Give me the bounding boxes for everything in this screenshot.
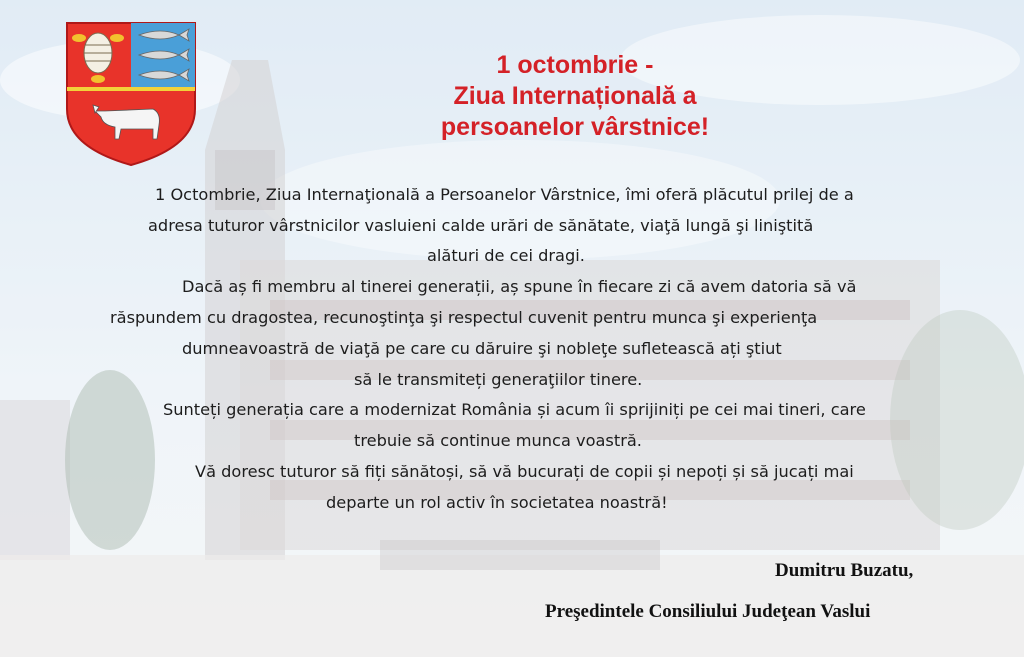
- letter-line: să le transmiteți generaţiilor tinere.: [354, 370, 643, 389]
- title-line: 1 octombrie -: [496, 51, 654, 79]
- letter-line: trebuie să continue munca voastră.: [354, 431, 642, 450]
- title-line: Ziua Internațională a: [453, 82, 697, 110]
- beehive-icon: [84, 33, 112, 73]
- letter-line: departe un rol activ în societatea noastră!: [326, 493, 668, 512]
- letter-line: dumneavoastră de viaţă pe care cu dăruire şi nobleţe sufletească ați ştiut: [182, 339, 782, 358]
- letter-line: răspundem cu dragostea, recunoştinţa şi respectul cuvenit pentru munca şi experienţa: [110, 308, 818, 327]
- signature-name: Dumitru Buzatu,: [775, 560, 914, 581]
- page-title: [390, 50, 760, 143]
- title-line: persoanelor vârstnice!: [440, 113, 710, 141]
- letter-line: Vă doresc tuturor să fiți sănătoși, să vă bucurați de copii și nepoți și să jucați mai: [195, 462, 854, 481]
- vaslui-coat-of-arms: [65, 21, 197, 167]
- signature-role: Preşedintele Consiliului Judeţean Vaslui: [545, 601, 871, 622]
- fish-icon: [139, 29, 189, 81]
- letter-line: Dacă aș fi membru al tinerei generații, aș spune în fiecare zi că avem datoria să vă: [182, 277, 857, 296]
- letter-line: 1 Octombrie, Ziua Internaţională a Persoanelor Vârstnice, îmi oferă plăcutul prilej de a: [155, 185, 854, 204]
- letter-line: adresa tuturor vârstnicilor vasluieni calde urări de sănătate, viaţă lungă şi liniştită: [148, 216, 814, 235]
- letter-line: alături de cei dragi.: [427, 246, 585, 265]
- letter-line: Sunteți generația care a modernizat România și acum îi sprijiniți pe cei mai tineri, care: [163, 400, 866, 419]
